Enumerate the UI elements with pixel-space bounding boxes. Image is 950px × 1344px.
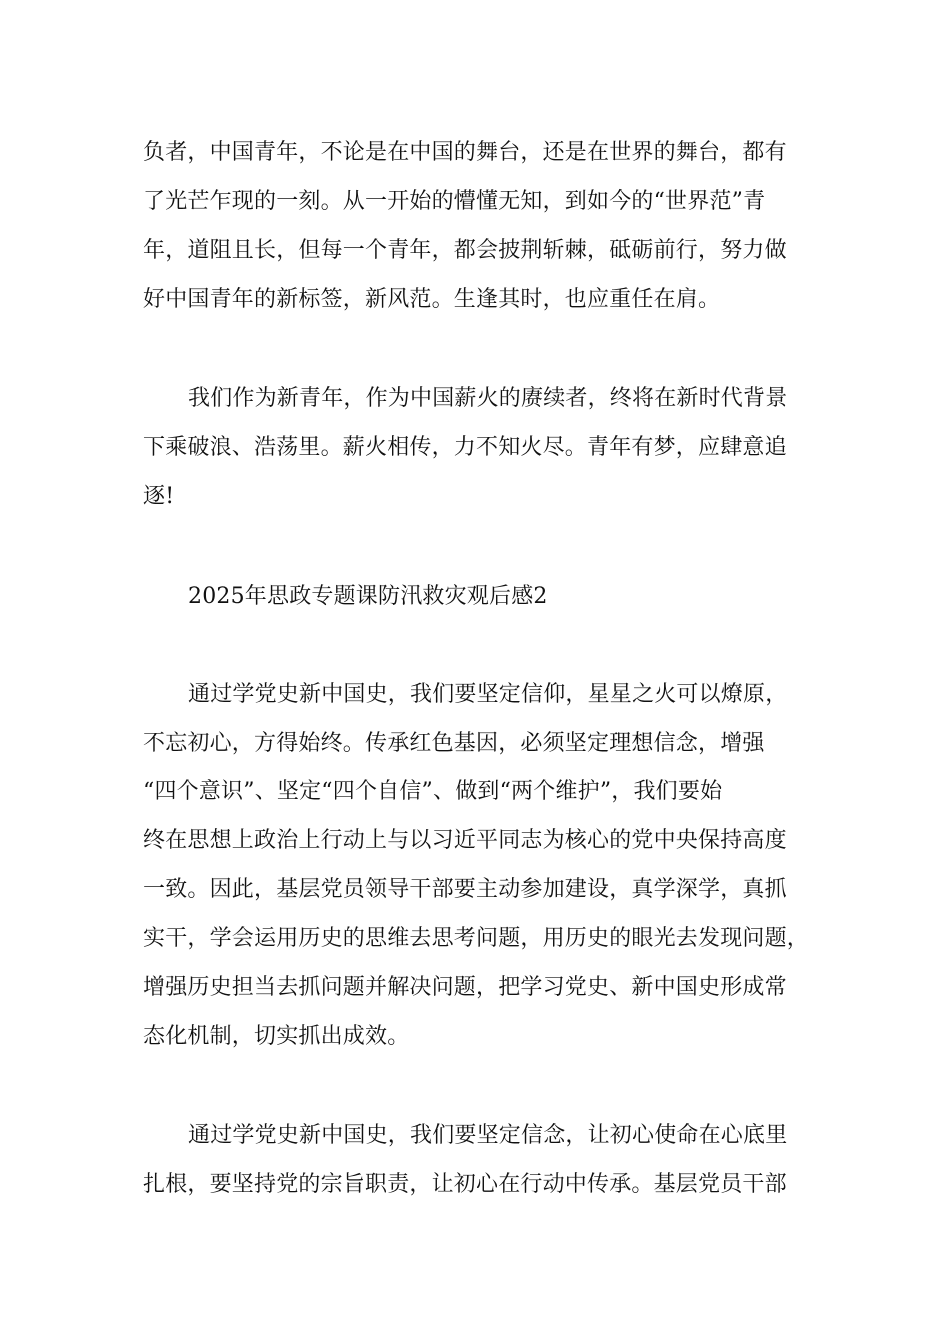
text-line: 年，道阻且长，但每一个青年，都会披荆斩棘，砥砺前行，努力做 [143,238,787,263]
text-line: 增强历史担当去抓问题并解决问题，把学习党史、新中国史形成常 [143,975,787,1000]
text-line: 负者，中国青年，不论是在中国的舞台，还是在世界的舞台，都有 [143,140,787,165]
text-line: 扎根，要坚持党的宗旨职责，让初心在行动中传承。基层党员干部 [143,1172,787,1197]
text-line: 实干，学会运用历史的思维去思考问题，用历史的眼光去发现问题， [143,926,810,951]
text-line: 一致。因此，基层党员领导干部要主动参加建设，真学深学，真抓 [143,877,787,902]
text-line: 逐! [143,484,175,509]
text-line: 终在思想上政治上行动上与以习近平同志为核心的党中央保持高度 [143,828,787,853]
text-line: 不忘初心，方得始终。传承红色基因，必须坚定理想信念，增强 [143,731,765,756]
text-line: 了光芒乍现的一刻。从一开始的懵懂无知，到如今的“世界范”青 [143,189,766,214]
section-heading: 2025年思政专题课防汛救灾观后感2 [188,584,548,609]
text-line: 下乘破浪、浩荡里。薪火相传，力不知火尽。青年有梦，应肆意追 [143,435,787,460]
text-line: “四个意识”、坚定“四个自信”、做到“两个维护”，我们要始 [143,779,723,804]
text-line: 通过学党史新中国史，我们要坚定信念，让初心使命在心底里 [188,1123,788,1148]
text-line: 好中国青年的新标签，新风范。生逢其时，也应重任在肩。 [143,287,721,312]
text-line: 我们作为新青年，作为中国薪火的赓续者，终将在新时代背景 [188,386,788,411]
text-line: 通过学党史新中国史，我们要坚定信仰，星星之火可以燎原， [188,682,788,707]
text-line: 态化机制，切实抓出成效。 [143,1024,410,1049]
